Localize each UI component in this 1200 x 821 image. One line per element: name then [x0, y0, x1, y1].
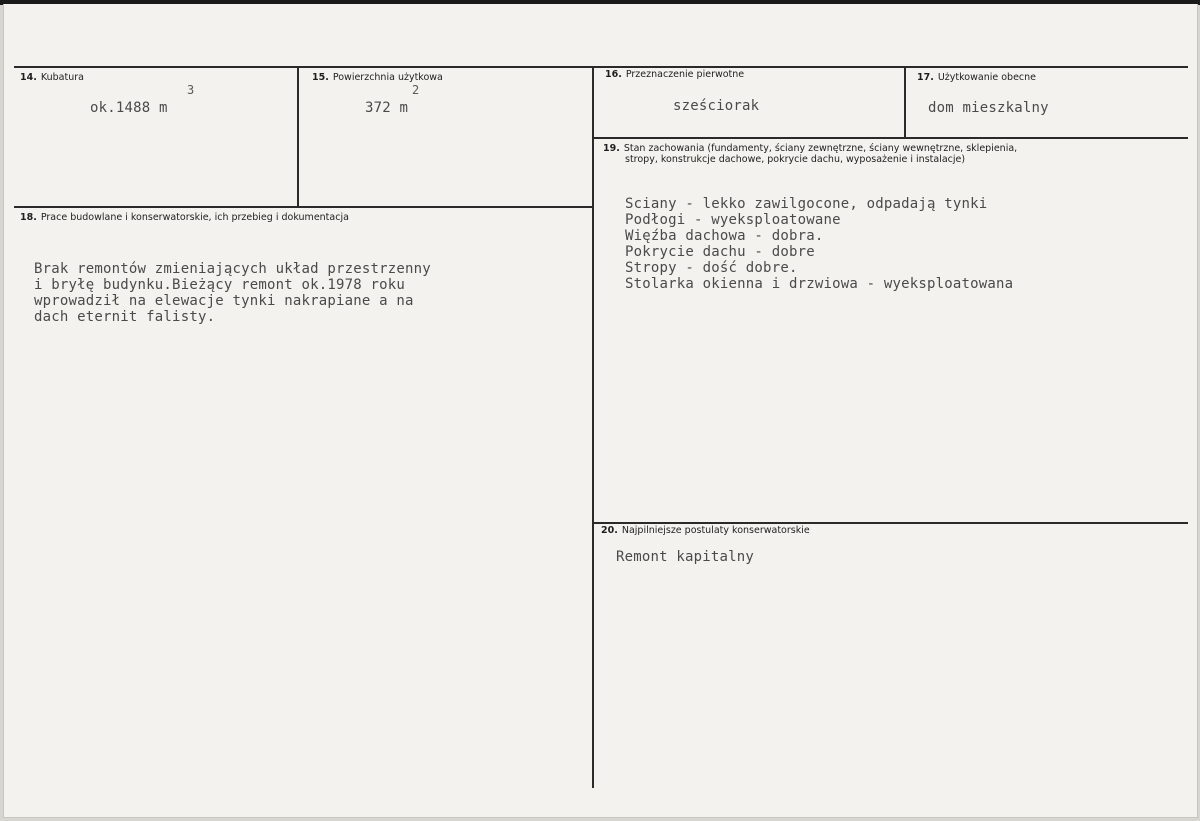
field-19-label-line-1	[603, 143, 1103, 154]
field-15-superscript: 2	[412, 83, 420, 97]
divider-16-17	[904, 66, 906, 138]
field-15-value: 372 m	[365, 100, 409, 116]
field-16-value: sześciorak	[673, 98, 760, 114]
field-19-title: Stan zachowania (fundamenty, ściany zewnętrzne, ściany wewnętrzne, sklepienia,	[623, 143, 1018, 154]
field-14-value: ok.1488 m	[90, 100, 168, 116]
top-rule	[14, 66, 1188, 68]
field-14-number: 14.	[20, 72, 37, 83]
field-19-line-4: Pokrycie dachu - dobre	[625, 244, 815, 260]
field-16-label	[605, 69, 744, 80]
field-17-title: Użytkowanie obecne	[937, 72, 1036, 83]
field-16-number: 16.	[605, 69, 622, 80]
divider-left-right	[592, 66, 594, 788]
field-18-number: 18.	[20, 212, 37, 223]
field-19-label	[603, 143, 1103, 165]
field-19-line-2: Podłogi - wyeksploatowane	[625, 212, 841, 228]
divider-14-15	[297, 66, 299, 207]
field-18-line-1: Brak remontów zmieniających układ przestrzenny	[34, 261, 431, 277]
field-14-superscript: 3	[187, 83, 195, 97]
field-18-line-2: i bryłę budynku.Bieżący remont ok.1978 roku	[34, 277, 406, 293]
field-17-label	[917, 72, 1036, 83]
field-20-value: Remont kapitalny	[616, 549, 755, 565]
field-19-number: 19.	[603, 143, 620, 154]
field-18-line-3: wprowadził na elewacje tynki nakrapiane a na	[34, 293, 414, 309]
field-19-line-6: Stolarka okienna i drzwiowa - wyeksploatowana	[625, 276, 1014, 292]
rule-above-18	[14, 206, 594, 208]
field-17-number: 17.	[917, 72, 934, 83]
field-18-line-4: dach eternit falisty.	[34, 309, 216, 325]
field-18-label	[20, 212, 349, 223]
field-15-title: Powierzchnia użytkowa	[332, 72, 443, 83]
field-20-number: 20.	[601, 525, 618, 536]
field-14-title: Kubatura	[40, 72, 84, 83]
field-19-line-5: Stropy - dość dobre.	[625, 260, 798, 276]
record-card	[3, 4, 1198, 818]
field-19-line-1: Sciany - lekko zawilgocone, odpadają tynki	[625, 196, 988, 212]
field-16-title: Przeznaczenie pierwotne	[625, 69, 745, 80]
field-17-value: dom mieszkalny	[928, 100, 1049, 116]
field-20-title: Najpilniejsze postulaty konserwatorskie	[621, 525, 810, 536]
rule-above-19	[594, 137, 1188, 139]
field-15-number: 15.	[312, 72, 329, 83]
field-20-label	[601, 525, 810, 536]
rule-above-20	[594, 522, 1188, 524]
field-14-label	[20, 72, 84, 83]
field-19-line-3: Więźba dachowa - dobra.	[625, 228, 824, 244]
field-18-title: Prace budowlane i konserwatorskie, ich przebieg i dokumentacja	[40, 212, 349, 223]
field-19-label-line-2: stropy, konstrukcje dachowe, pokrycie dachu, wyposażenie i instalacje)	[625, 154, 966, 165]
field-15-label	[312, 72, 443, 83]
